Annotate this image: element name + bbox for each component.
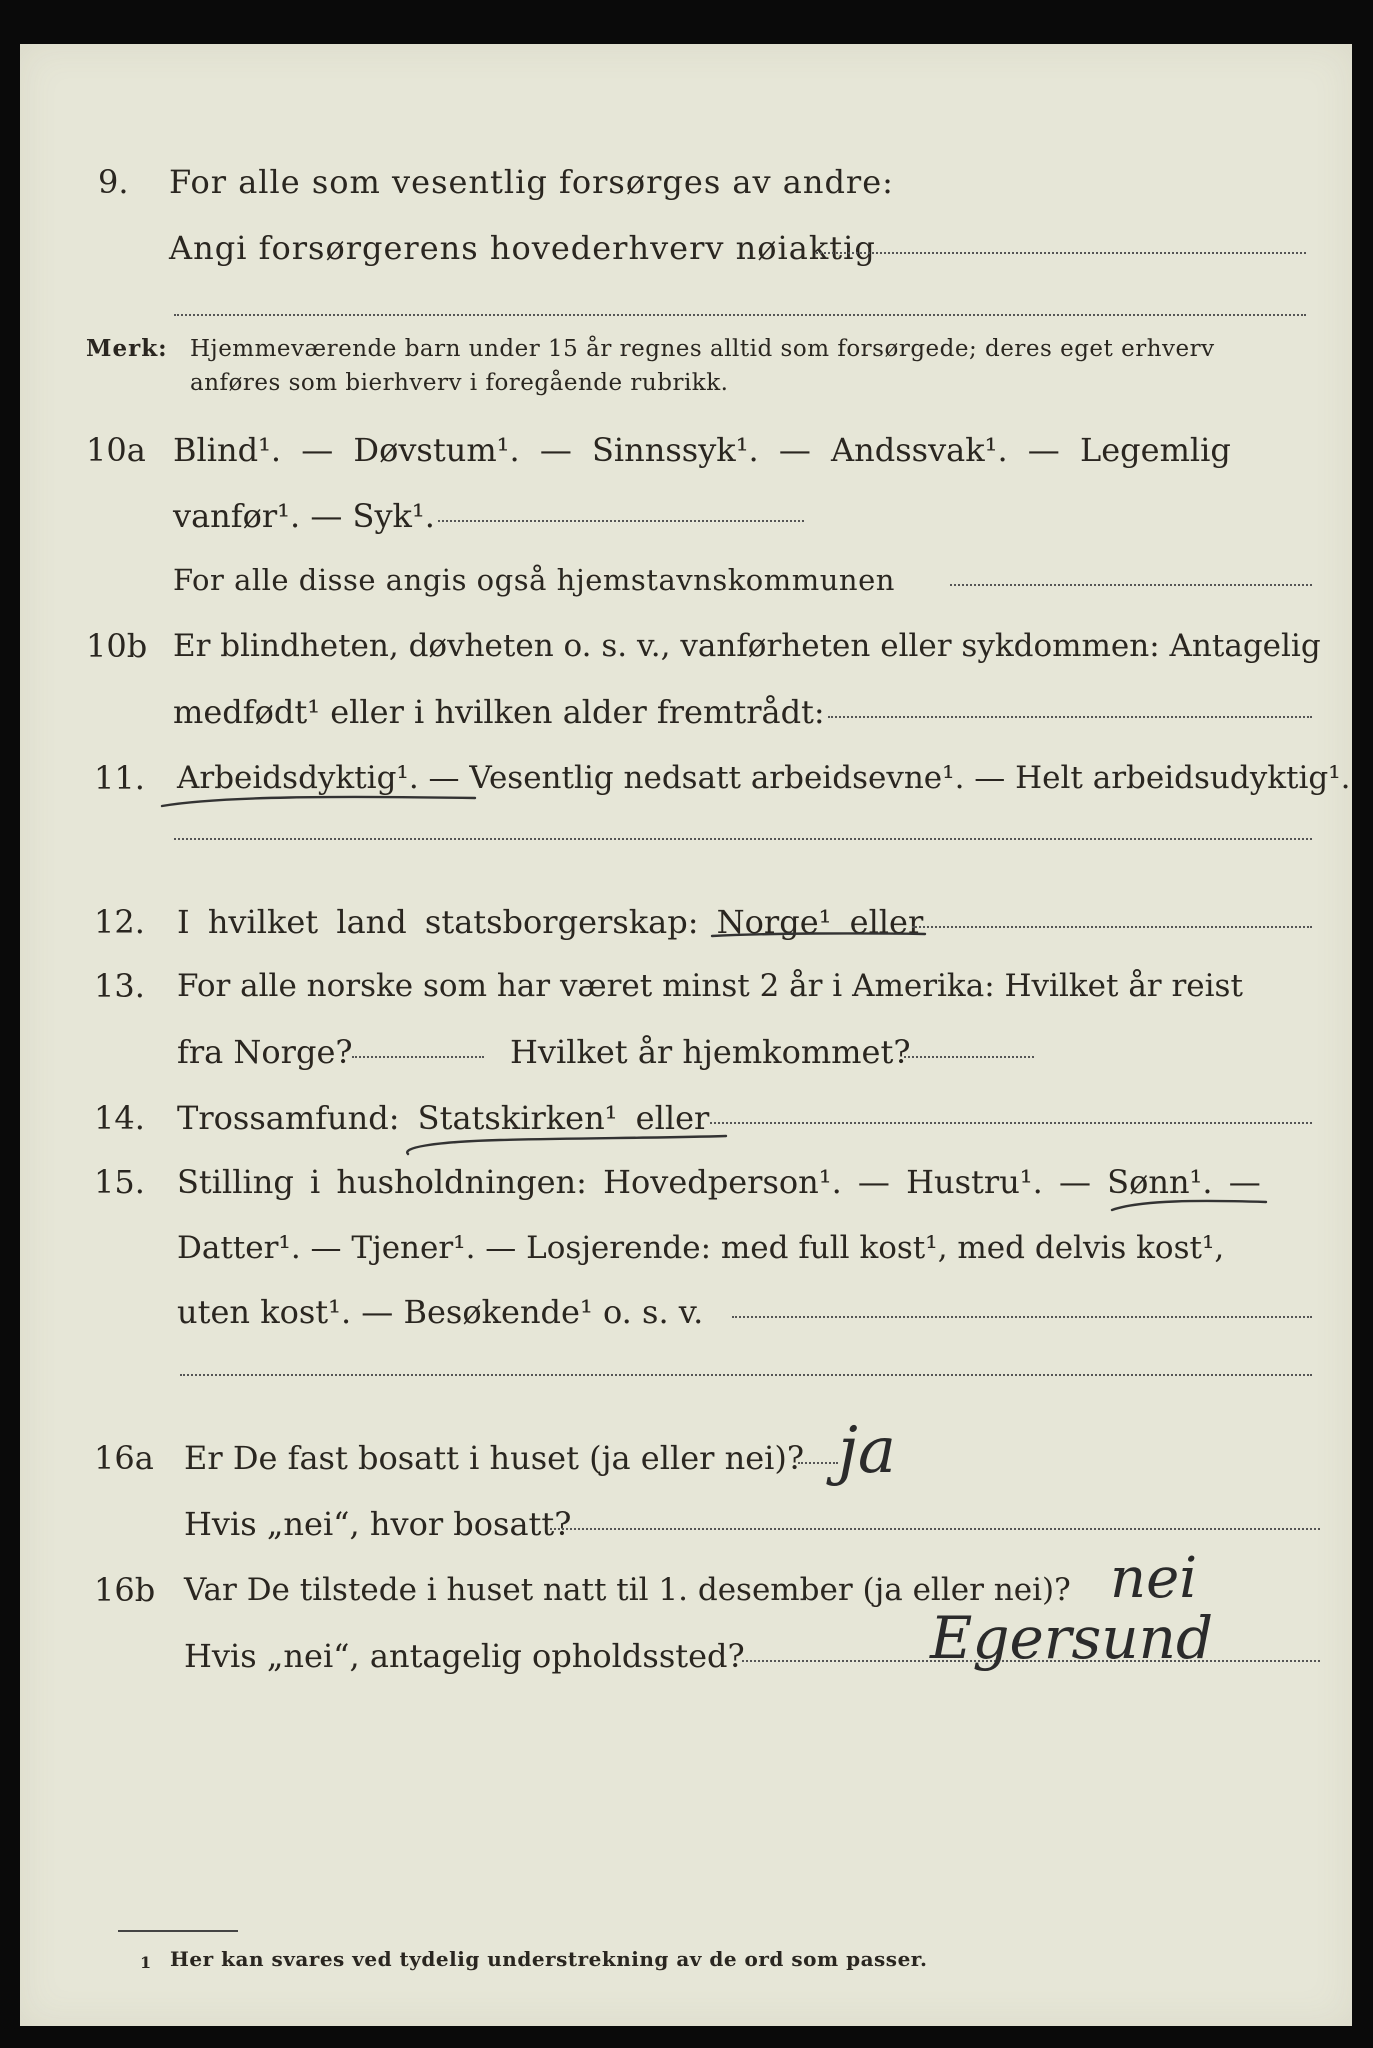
q13-number: 13. [94,967,145,1005]
underline-statskirken [400,1120,730,1160]
q13-line2a: fra Norge? [177,1033,353,1071]
q12-answer-field[interactable] [912,926,1312,928]
q16a-line1: Er De fast bosatt i huset (ja eller nei)? [184,1439,805,1477]
merk-line2: anføres som bierhverv i foregående rubrikk. [190,370,729,396]
q16b-handwritten-answer: nei [1110,1546,1198,1611]
merk-note [86,332,168,366]
q16b-handwritten-place: Egersund [930,1604,1214,1672]
q15-answer-field-2[interactable] [180,1374,1312,1376]
q12-line1: I hvilket land statsborgerskap: Norge¹ eller [177,903,924,941]
q14-number: 14. [94,1099,145,1137]
q10b-answer-field[interactable] [828,716,1312,718]
q10a-kommune-field[interactable] [950,584,1312,586]
merk-label: Merk: [86,335,168,362]
q9-text-line2: Angi forsørgerens hovederhverv nøiaktig [169,229,876,267]
census-form-page [20,44,1352,2026]
q10a-syk-field[interactable] [438,520,804,522]
q10a-line3: For alle disse angis også hjemstavnskommunen [173,563,895,597]
q15-line1: Stilling i husholdningen: Hovedperson¹. — Hustru¹. — Sønn¹. — [177,1163,1261,1201]
q16b-line2: Hvis „nei“, antagelig opholdssted? [184,1637,745,1675]
q9-text-line1: For alle som vesentlig forsørges av andre: [169,163,894,201]
q10b-line2: medfødt¹ eller i hvilken alder fremtrådt: [173,693,825,731]
q16a-answer-field[interactable] [798,1462,838,1464]
q9-answer-field[interactable] [816,252,1306,254]
q16b-number: 16b [94,1571,156,1609]
q16a-handwritten-answer: ja [838,1414,896,1488]
q10a-line2: vanfør¹. — Syk¹. [173,497,435,535]
footnote-mark: 1 [140,1953,152,1972]
q10b-number: 10b [86,627,148,665]
q13-line1: For alle norske som har været minst 2 år i Amerika: Hvilket år reist [177,968,1243,1004]
q10a-line1: Blind¹. — Døvstum¹. — Sinnssyk¹. — Andssvak¹. — Legemlig [173,431,1231,469]
q15-answer-field[interactable] [732,1316,1312,1318]
underline-norge [710,926,930,946]
q9-answer-field-2[interactable] [174,314,1306,316]
q10a-number: 10a [86,431,146,469]
q10b-line1: Er blindheten, døvheten o. s. v., vanførheten eller sykdommen: Antagelig [173,628,1321,664]
q9-number: 9. [98,163,129,201]
footnote-text: Her kan svares ved tydelig understrekning av de ord som passer. [170,1947,928,1971]
q16a-bosatt-field[interactable] [550,1528,1320,1530]
underline-sonn [1110,1188,1270,1218]
q15-number: 15. [94,1163,145,1201]
q13-line2b: Hvilket år hjemkommet? [510,1033,911,1071]
q15-line2: Datter¹. — Tjener¹. — Losjerende: med full kost¹, med delvis kost¹, [177,1230,1225,1266]
q15-line3: uten kost¹. — Besøkende¹ o. s. v. [177,1293,704,1331]
q13-reist-field[interactable] [352,1056,484,1058]
q14-answer-field[interactable] [710,1122,1312,1124]
q13-hjemkommet-field[interactable] [904,1056,1034,1058]
q16b-line1: Var De tilstede i huset natt til 1. desember (ja eller nei)? [184,1572,1071,1608]
q12-number: 12. [94,903,145,941]
q11-line1: Arbeidsdyktig¹. — Vesentlig nedsatt arbeidsevne¹. — Helt arbeidsudyktig¹. [177,760,1351,796]
q11-number: 11. [94,759,145,797]
merk-line1: Hjemmeværende barn under 15 år regnes alltid som forsørgede; deres eget erhverv [190,336,1215,362]
underline-arbeidsdyktig [160,784,480,814]
q16a-number: 16a [94,1439,154,1477]
q11-answer-field[interactable] [174,838,1312,840]
footnote-rule [118,1930,238,1932]
q16a-line2: Hvis „nei“, hvor bosatt? [184,1505,572,1543]
q14-line1: Trossamfund: Statskirken¹ eller [177,1099,710,1137]
